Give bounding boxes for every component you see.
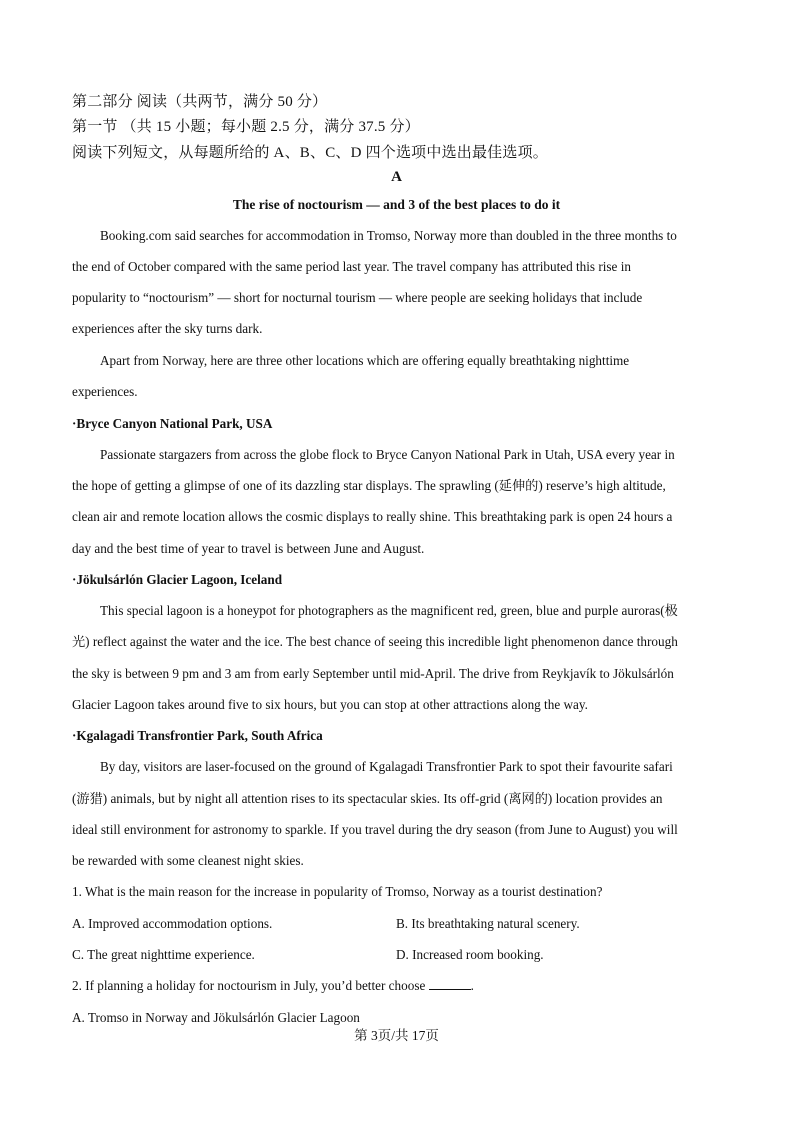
question-1-stem: 1. What is the main reason for the increase in popularity of Tromso, Norway as a tourist destination? bbox=[72, 884, 603, 899]
paragraph-line: 光) reflect against the water and the ice. The best chance of seeing this incredible light phenomenon dance through bbox=[72, 634, 678, 649]
passage-letter: A bbox=[391, 169, 402, 185]
paragraph-line: (游猎) animals, but by night all attention rises to its spectacular skies. Its off-grid (离网的) location provides an bbox=[72, 791, 663, 806]
paragraph-line: experiences after the sky turns dark. bbox=[72, 321, 263, 336]
paragraph-line: popularity to “noctourism” — short for nocturnal tourism — where people are seeking holidays that include bbox=[72, 290, 643, 305]
passage-title: The rise of noctourism — and 3 of the best places to do it bbox=[232, 197, 561, 212]
page-number: 第 3页/共 17页 bbox=[354, 1028, 439, 1043]
part-heading: 第二部分 阅读（共两节，满分 50 分） bbox=[72, 94, 328, 110]
paragraph-line: Apart from Norway, here are three other locations which are offering equally breathtaking nighttime bbox=[100, 353, 630, 368]
section-heading: 第一节 （共 15 小题；每小题 2.5 分，满分 37.5 分） bbox=[72, 119, 420, 135]
paragraph-line: Booking.com said searches for accommodation in Tromso, Norway more than doubled in the three months to bbox=[100, 228, 677, 243]
paragraph-line: Passionate stargazers from across the globe flock to Bryce Canyon National Park in Utah, USA every year in bbox=[100, 447, 675, 462]
paragraph-line: experiences. bbox=[72, 384, 138, 399]
paragraph-line: be rewarded with some cleanest night skies. bbox=[72, 853, 304, 868]
question-1-option-c: C. The great nighttime experience. bbox=[72, 947, 255, 962]
question-1-option-d: D. Increased room booking. bbox=[396, 947, 544, 962]
question-2-stem-text: 2. If planning a holiday for noctourism in July, you’d better choose bbox=[72, 978, 426, 993]
question-2-stem-end: . bbox=[470, 978, 474, 993]
paragraph-line: clean air and remote location allows the cosmic displays to really shine. This breathtaking park is open 24 hours a bbox=[72, 509, 673, 524]
instruction-text: 阅读下列短文，从每题所给的 A、B、C、D 四个选项中选出最佳选项。 bbox=[72, 145, 548, 161]
paragraph-line: By day, visitors are laser-focused on the ground of Kgalagadi Transfrontier Park to spot their favourite safari bbox=[100, 759, 673, 774]
paragraph-line: the sky is between 9 pm and 3 am from early September until mid-April. The drive from Reykjavík to Jökulsárlón bbox=[72, 666, 674, 681]
place-heading-jokulsarlon: ·Jökulsárlón Glacier Lagoon, Iceland bbox=[72, 572, 283, 587]
paragraph-line: This special lagoon is a honeypot for photographers as the magnificent red, green, blue and purple auroras(极 bbox=[100, 603, 678, 618]
answer-blank bbox=[429, 977, 471, 990]
question-1-option-b: B. Its breathtaking natural scenery. bbox=[396, 916, 580, 931]
question-2-option-a: A. Tromso in Norway and Jökulsárlón Glacier Lagoon bbox=[72, 1010, 360, 1025]
paragraph-line: the hope of getting a glimpse of one of its dazzling star displays. The sprawling (延伸的) reserve’s high altitude, bbox=[72, 478, 666, 493]
paragraph-line: ideal still environment for astronomy to sparkle. If you travel during the dry season (from June to August) you will bbox=[72, 822, 678, 837]
paragraph-line: day and the best time of year to travel is between June and August. bbox=[72, 541, 425, 556]
paragraph-line: the end of October compared with the same period last year. The travel company has attributed this rise in bbox=[72, 259, 631, 274]
question-1-option-a: A. Improved accommodation options. bbox=[72, 916, 273, 931]
place-heading-kgalagadi: ·Kgalagadi Transfrontier Park, South Africa bbox=[72, 728, 323, 743]
paragraph-line: Glacier Lagoon takes around five to six hours, but you can stop at other attractions along the way. bbox=[72, 697, 588, 712]
question-2-stem bbox=[72, 977, 474, 995]
place-heading-bryce: ·Bryce Canyon National Park, USA bbox=[72, 416, 273, 431]
